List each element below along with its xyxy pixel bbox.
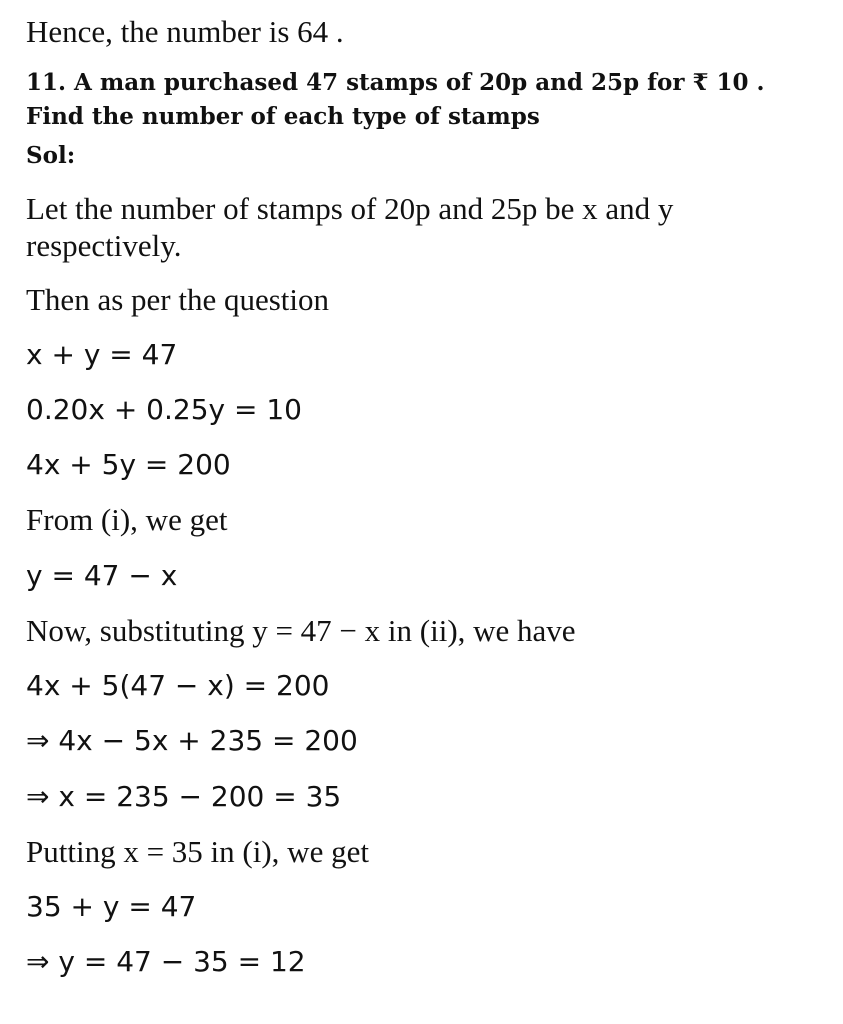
question-line-2: Find the number of each type of stamps (26, 103, 540, 130)
equation-1: x + y = 47 (26, 338, 178, 371)
question-line-1: 11. A man purchased 47 stamps of 20p and 25p for ₹ 10 . (26, 69, 765, 96)
substitution-text: Now, substituting y = 47 − x in (ii), we have (26, 613, 576, 648)
equation-4: y = 47 − x (26, 559, 178, 592)
equation-6: ⇒ 4x − 5x + 235 = 200 (26, 724, 358, 757)
equation-9: ⇒ y = 47 − 35 = 12 (26, 945, 306, 978)
from-i-text: From (i), we get (26, 502, 228, 537)
previous-conclusion: Hence, the number is 64 . (26, 14, 344, 49)
equation-8: 35 + y = 47 (26, 890, 197, 923)
equation-7: ⇒ x = 235 − 200 = 35 (26, 780, 342, 813)
intro-line-2: respectively. (26, 228, 182, 263)
putting-text: Putting x = 35 in (i), we get (26, 834, 369, 869)
equation-3: 4x + 5y = 200 (26, 448, 231, 481)
then-text: Then as per the question (26, 282, 330, 317)
equation-2: 0.20x + 0.25y = 10 (26, 393, 302, 426)
sol-label: Sol: (26, 142, 76, 169)
equation-5: 4x + 5(47 − x) = 200 (26, 669, 330, 702)
intro-line-1: Let the number of stamps of 20p and 25p be x and y (26, 191, 674, 226)
